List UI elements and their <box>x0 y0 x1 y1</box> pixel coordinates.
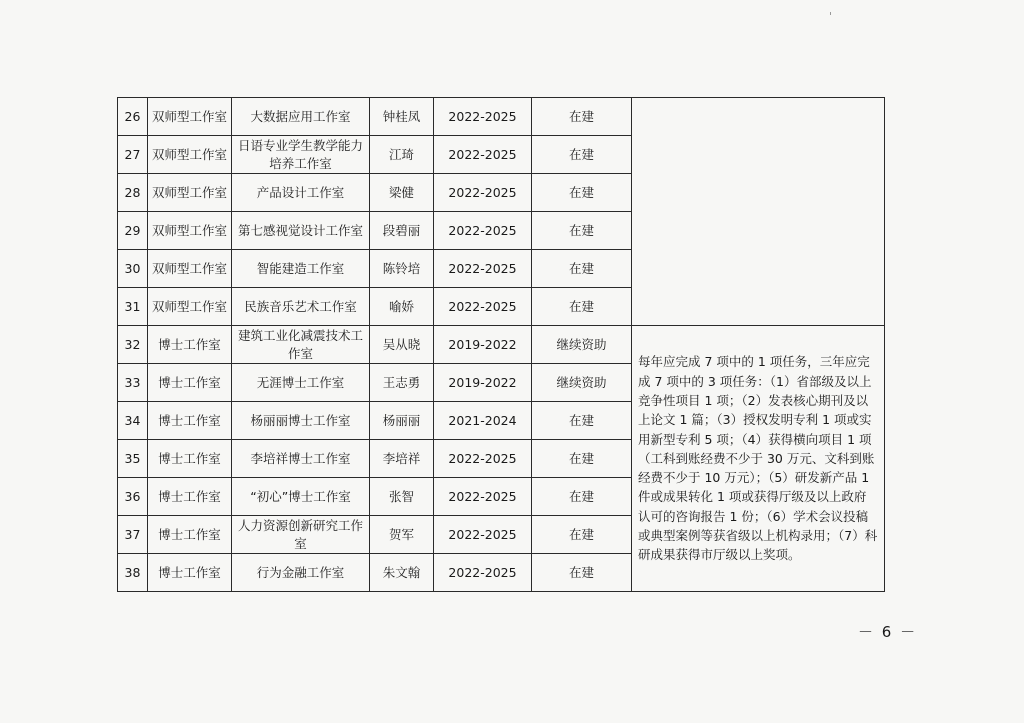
studio-name: 李培祥博士工作室 <box>232 440 370 478</box>
studio-type: 博士工作室 <box>148 402 232 440</box>
studio-leader: 钟桂凤 <box>370 98 434 136</box>
studio-table <box>117 97 885 592</box>
row-number: 28 <box>118 174 148 212</box>
studio-period: 2019-2022 <box>434 326 532 364</box>
studio-type: 博士工作室 <box>148 554 232 592</box>
studio-period: 2022-2025 <box>434 288 532 326</box>
row-number: 33 <box>118 364 148 402</box>
studio-status: 在建 <box>532 402 632 440</box>
studio-name: 第七感视觉设计工作室 <box>232 212 370 250</box>
row-number: 30 <box>118 250 148 288</box>
studio-leader: 朱文翰 <box>370 554 434 592</box>
studio-period: 2022-2025 <box>434 516 532 554</box>
studio-type: 双师型工作室 <box>148 250 232 288</box>
studio-leader: 李培祥 <box>370 440 434 478</box>
studio-name: “初心”博士工作室 <box>232 478 370 516</box>
requirement-cell-dual <box>632 98 885 326</box>
studio-status: 在建 <box>532 212 632 250</box>
studio-leader: 王志勇 <box>370 364 434 402</box>
studio-name: 智能建造工作室 <box>232 250 370 288</box>
studio-status: 在建 <box>532 440 632 478</box>
studio-leader: 吴从晓 <box>370 326 434 364</box>
studio-leader: 江琦 <box>370 136 434 174</box>
row-number: 38 <box>118 554 148 592</box>
studio-name: 产品设计工作室 <box>232 174 370 212</box>
row-number: 31 <box>118 288 148 326</box>
studio-type: 博士工作室 <box>148 326 232 364</box>
studio-type: 博士工作室 <box>148 478 232 516</box>
studio-period: 2022-2025 <box>434 174 532 212</box>
studio-status: 在建 <box>532 516 632 554</box>
studio-type: 双师型工作室 <box>148 136 232 174</box>
studio-name: 杨丽丽博士工作室 <box>232 402 370 440</box>
studio-table-body <box>118 98 885 592</box>
studio-type: 博士工作室 <box>148 364 232 402</box>
studio-name: 人力资源创新研究工作室 <box>232 516 370 554</box>
studio-status: 在建 <box>532 174 632 212</box>
studio-period: 2022-2025 <box>434 98 532 136</box>
studio-type: 双师型工作室 <box>148 98 232 136</box>
studio-period: 2022-2025 <box>434 136 532 174</box>
studio-status: 在建 <box>532 250 632 288</box>
studio-status: 继续资助 <box>532 326 632 364</box>
studio-status: 在建 <box>532 554 632 592</box>
row-number: 29 <box>118 212 148 250</box>
studio-type: 双师型工作室 <box>148 174 232 212</box>
row-number: 27 <box>118 136 148 174</box>
studio-status: 在建 <box>532 136 632 174</box>
studio-name: 大数据应用工作室 <box>232 98 370 136</box>
table-row <box>118 326 885 364</box>
studio-status: 在建 <box>532 98 632 136</box>
studio-leader: 贺军 <box>370 516 434 554</box>
studio-name: 民族音乐艺术工作室 <box>232 288 370 326</box>
studio-leader: 陈铃培 <box>370 250 434 288</box>
studio-period: 2022-2025 <box>434 440 532 478</box>
studio-name: 日语专业学生教学能力培养工作室 <box>232 136 370 174</box>
table-row <box>118 98 885 136</box>
studio-name: 无涯博士工作室 <box>232 364 370 402</box>
studio-leader: 张智 <box>370 478 434 516</box>
studio-leader: 杨丽丽 <box>370 402 434 440</box>
row-number: 32 <box>118 326 148 364</box>
studio-type: 博士工作室 <box>148 440 232 478</box>
studio-leader: 段碧丽 <box>370 212 434 250</box>
studio-status: 继续资助 <box>532 364 632 402</box>
studio-name: 行为金融工作室 <box>232 554 370 592</box>
studio-name: 建筑工业化减震技术工作室 <box>232 326 370 364</box>
row-number: 36 <box>118 478 148 516</box>
studio-leader: 喻娇 <box>370 288 434 326</box>
studio-type: 博士工作室 <box>148 516 232 554</box>
row-number: 26 <box>118 98 148 136</box>
studio-status: 在建 <box>532 478 632 516</box>
studio-leader: 梁健 <box>370 174 434 212</box>
studio-period: 2019-2022 <box>434 364 532 402</box>
studio-type: 双师型工作室 <box>148 212 232 250</box>
studio-period: 2022-2025 <box>434 212 532 250</box>
studio-period: 2022-2025 <box>434 250 532 288</box>
requirement-cell-doctor: 每年应完成 7 项中的 1 项任务，三年应完成 7 项中的 3 项任务：（1）省部级及以上竞争性项目 1 项；（2）发表核心期刊及以上论文 1 篇；（3）授权发明专利 1 项或实用新型专利 5 项；（4）获得横向项目 1 项（工科到账经费不少于 30 万元、文科到账经费不少于 10 万元）；（5）研发新产品 1 件或成果转化 1 项或获得厅级及以上政府认可的咨询报告 1 份；（6）学术会议投稿或典型案例等获省级以上机构录用；（7）科研成果获得市厅级以上奖项。 <box>632 326 885 592</box>
studio-period: 2022-2025 <box>434 478 532 516</box>
row-number: 37 <box>118 516 148 554</box>
row-number: 35 <box>118 440 148 478</box>
studio-period: 2022-2025 <box>434 554 532 592</box>
row-number: 34 <box>118 402 148 440</box>
studio-type: 双师型工作室 <box>148 288 232 326</box>
scan-mark <box>830 12 831 15</box>
studio-period: 2021-2024 <box>434 402 532 440</box>
page-number: － 6 － <box>858 623 918 641</box>
studio-status: 在建 <box>532 288 632 326</box>
